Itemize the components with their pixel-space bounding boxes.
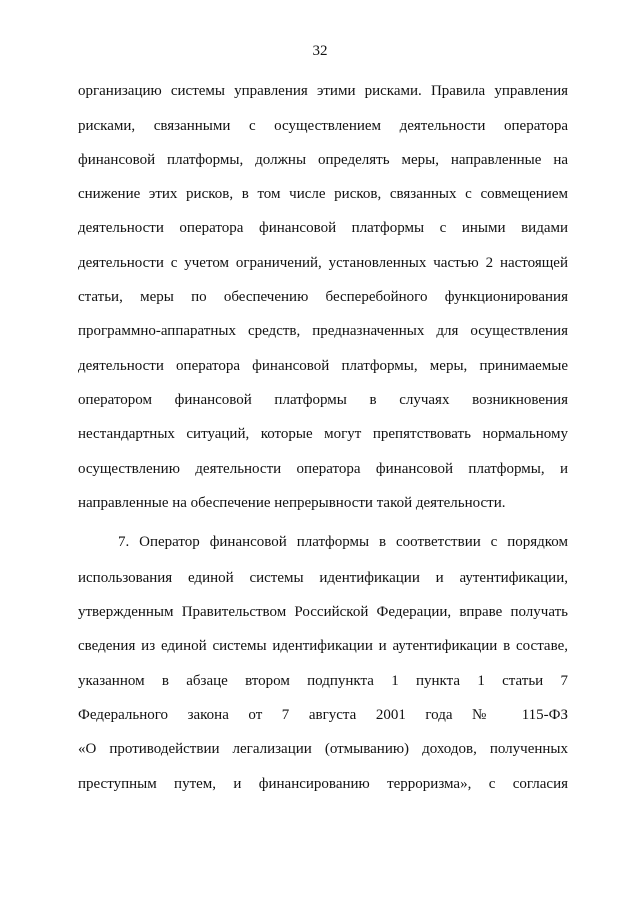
text-line: «О противодействии легализации (отмыванию) доходов, полученных [78, 741, 568, 757]
text-line: финансовой платформы, должны определять меры, направленные на [78, 152, 568, 168]
text-line: организацию системы управления этими рисками. Правила управления [78, 83, 568, 99]
text-line: деятельности оператора финансовой платформы с иными видами [78, 220, 568, 236]
page-number: 32 [312, 43, 328, 59]
text-line: программно-аппаратных средств, предназначенных для осуществления [78, 323, 568, 339]
text-line: оператором финансовой платформы в случаях возникновения [78, 392, 568, 408]
text-line: деятельности с учетом ограничений, установленных частью 2 настоящей [78, 255, 568, 271]
text-line: использования единой системы идентификации и аутентификации, [78, 570, 568, 586]
text-line: 7. Оператор финансовой платформы в соответствии с порядком [118, 534, 568, 550]
text-line: Федерального закона от 7 августа 2001 года № 115-ФЗ [78, 707, 568, 723]
text-line: рисками, связанными с осуществлением деятельности оператора [78, 118, 568, 134]
text-line: статьи, меры по обеспечению бесперебойного функционирования [78, 289, 568, 305]
text-line: утвержденным Правительством Российской Федерации, вправе получать [78, 604, 568, 620]
text-line: преступным путем, и финансированию терроризма», с согласия [78, 776, 568, 792]
text-line: снижение этих рисков, в том числе рисков, связанных с совмещением [78, 186, 568, 202]
text-line: направленные на обеспечение непрерывности такой деятельности. [78, 495, 506, 511]
text-line: сведения из единой системы идентификации и аутентификации в составе, [78, 638, 568, 654]
text-line: указанном в абзаце втором подпункта 1 пункта 1 статьи 7 [78, 673, 568, 689]
text-line: осуществлению деятельности оператора финансовой платформы, и [78, 461, 568, 477]
text-line: деятельности оператора финансовой платформы, меры, принимаемые [78, 358, 568, 374]
text-line: нестандартных ситуаций, которые могут препятствовать нормальному [78, 426, 568, 442]
